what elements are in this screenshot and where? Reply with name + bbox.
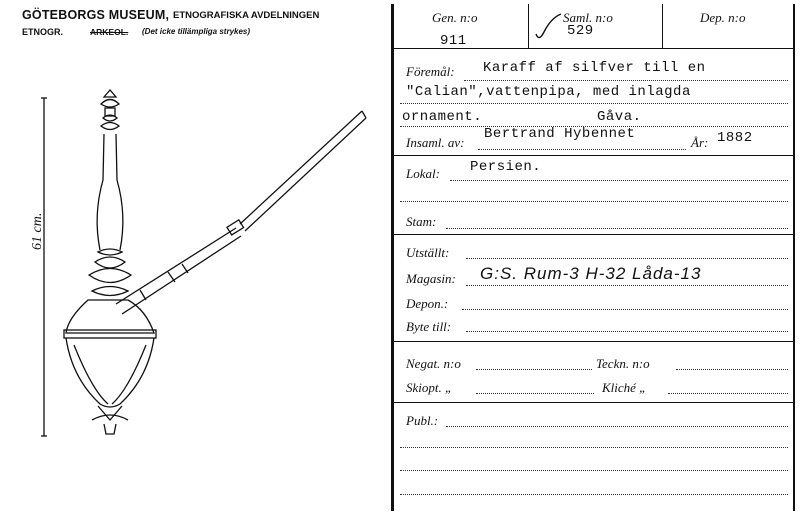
card-left-border: [391, 4, 394, 511]
header-rule: [394, 48, 793, 49]
rule-after-insaml: [394, 155, 793, 156]
skiopt-dots: [476, 393, 594, 394]
card-right-border: [793, 4, 795, 511]
rule-after-byte: [394, 341, 793, 342]
saml-checkmark: [534, 12, 564, 42]
kliche-dots: [668, 393, 788, 394]
magasin-value: G:S. Rum-3 H-32 Låda-13: [480, 264, 702, 283]
utstallt-dots: [466, 258, 788, 259]
publ-label: Publ.:: [406, 413, 439, 428]
rule-after-stam: [394, 234, 793, 235]
ar-value: 1882: [717, 130, 753, 146]
negat-label: Negat. n:o: [406, 356, 461, 371]
publ-dots-4: [400, 494, 788, 495]
kliche-label: Kliché „: [602, 380, 647, 395]
publ-dots-1: [446, 426, 788, 427]
publ-dots-2: [400, 447, 788, 448]
stam-dots: [446, 228, 788, 229]
foremal-line-2: "Calian",vattenpipa, med inlagda: [406, 84, 691, 100]
carafe-drawing: [0, 0, 390, 515]
magasin-label: Magasin:: [406, 271, 456, 286]
depon-dots: [462, 309, 788, 310]
foremal-gava: Gåva.: [597, 109, 642, 125]
saml-no-label: Saml. n:o: [563, 10, 613, 25]
rule-after-kliche: [394, 402, 793, 403]
foremal-dots-2: [400, 103, 788, 104]
insaml-dots: [478, 149, 686, 150]
dimension-label: 61 cm.: [30, 212, 45, 250]
department-name: ETNOGRAFISKA AVDELNINGEN: [173, 10, 320, 21]
lokal-dots-2: [400, 201, 788, 202]
header-divider-2: [662, 4, 663, 48]
lokal-dots-1: [450, 180, 788, 181]
publ-dots-3: [400, 470, 788, 471]
foremal-line-1: Karaff af silfver till en: [483, 60, 706, 76]
strike-note: (Det icke tillämpliga strykes): [142, 27, 251, 36]
header-divider-1: [528, 4, 529, 48]
byte-label: Byte till:: [406, 319, 452, 334]
negat-dots: [476, 369, 592, 370]
magasin-dots: [466, 285, 788, 286]
insaml-label: Insaml. av:: [406, 135, 465, 150]
foremal-label: Föremål:: [406, 64, 455, 79]
insaml-value: Bertrand Hybennet: [484, 126, 636, 142]
lokal-value: Persien.: [470, 159, 542, 175]
teckn-label: Teckn. n:o: [596, 356, 650, 371]
saml-no-value: 529: [567, 23, 594, 39]
byte-dots: [466, 331, 788, 332]
dep-no-label: Dep. n:o: [700, 10, 746, 25]
foremal-line-3: ornament.: [402, 109, 483, 125]
teckn-dots: [676, 369, 788, 370]
arkeol-label: ARKEOL.: [90, 27, 129, 37]
depon-label: Depon.:: [406, 296, 449, 311]
utstallt-label: Utställt:: [406, 245, 450, 260]
museum-name: GÖTEBORGS MUSEUM,: [22, 8, 170, 22]
foremal-dots-1: [464, 80, 788, 81]
gen-no-label: Gen. n:o: [432, 10, 478, 25]
gen-no-value: 911: [440, 33, 467, 49]
stam-label: Stam:: [406, 214, 437, 229]
lokal-label: Lokal:: [406, 166, 440, 181]
ar-label: År:: [691, 135, 709, 150]
etnogr-label: ETNOGR.: [22, 27, 64, 37]
skiopt-label: Skiopt. „: [406, 380, 453, 395]
